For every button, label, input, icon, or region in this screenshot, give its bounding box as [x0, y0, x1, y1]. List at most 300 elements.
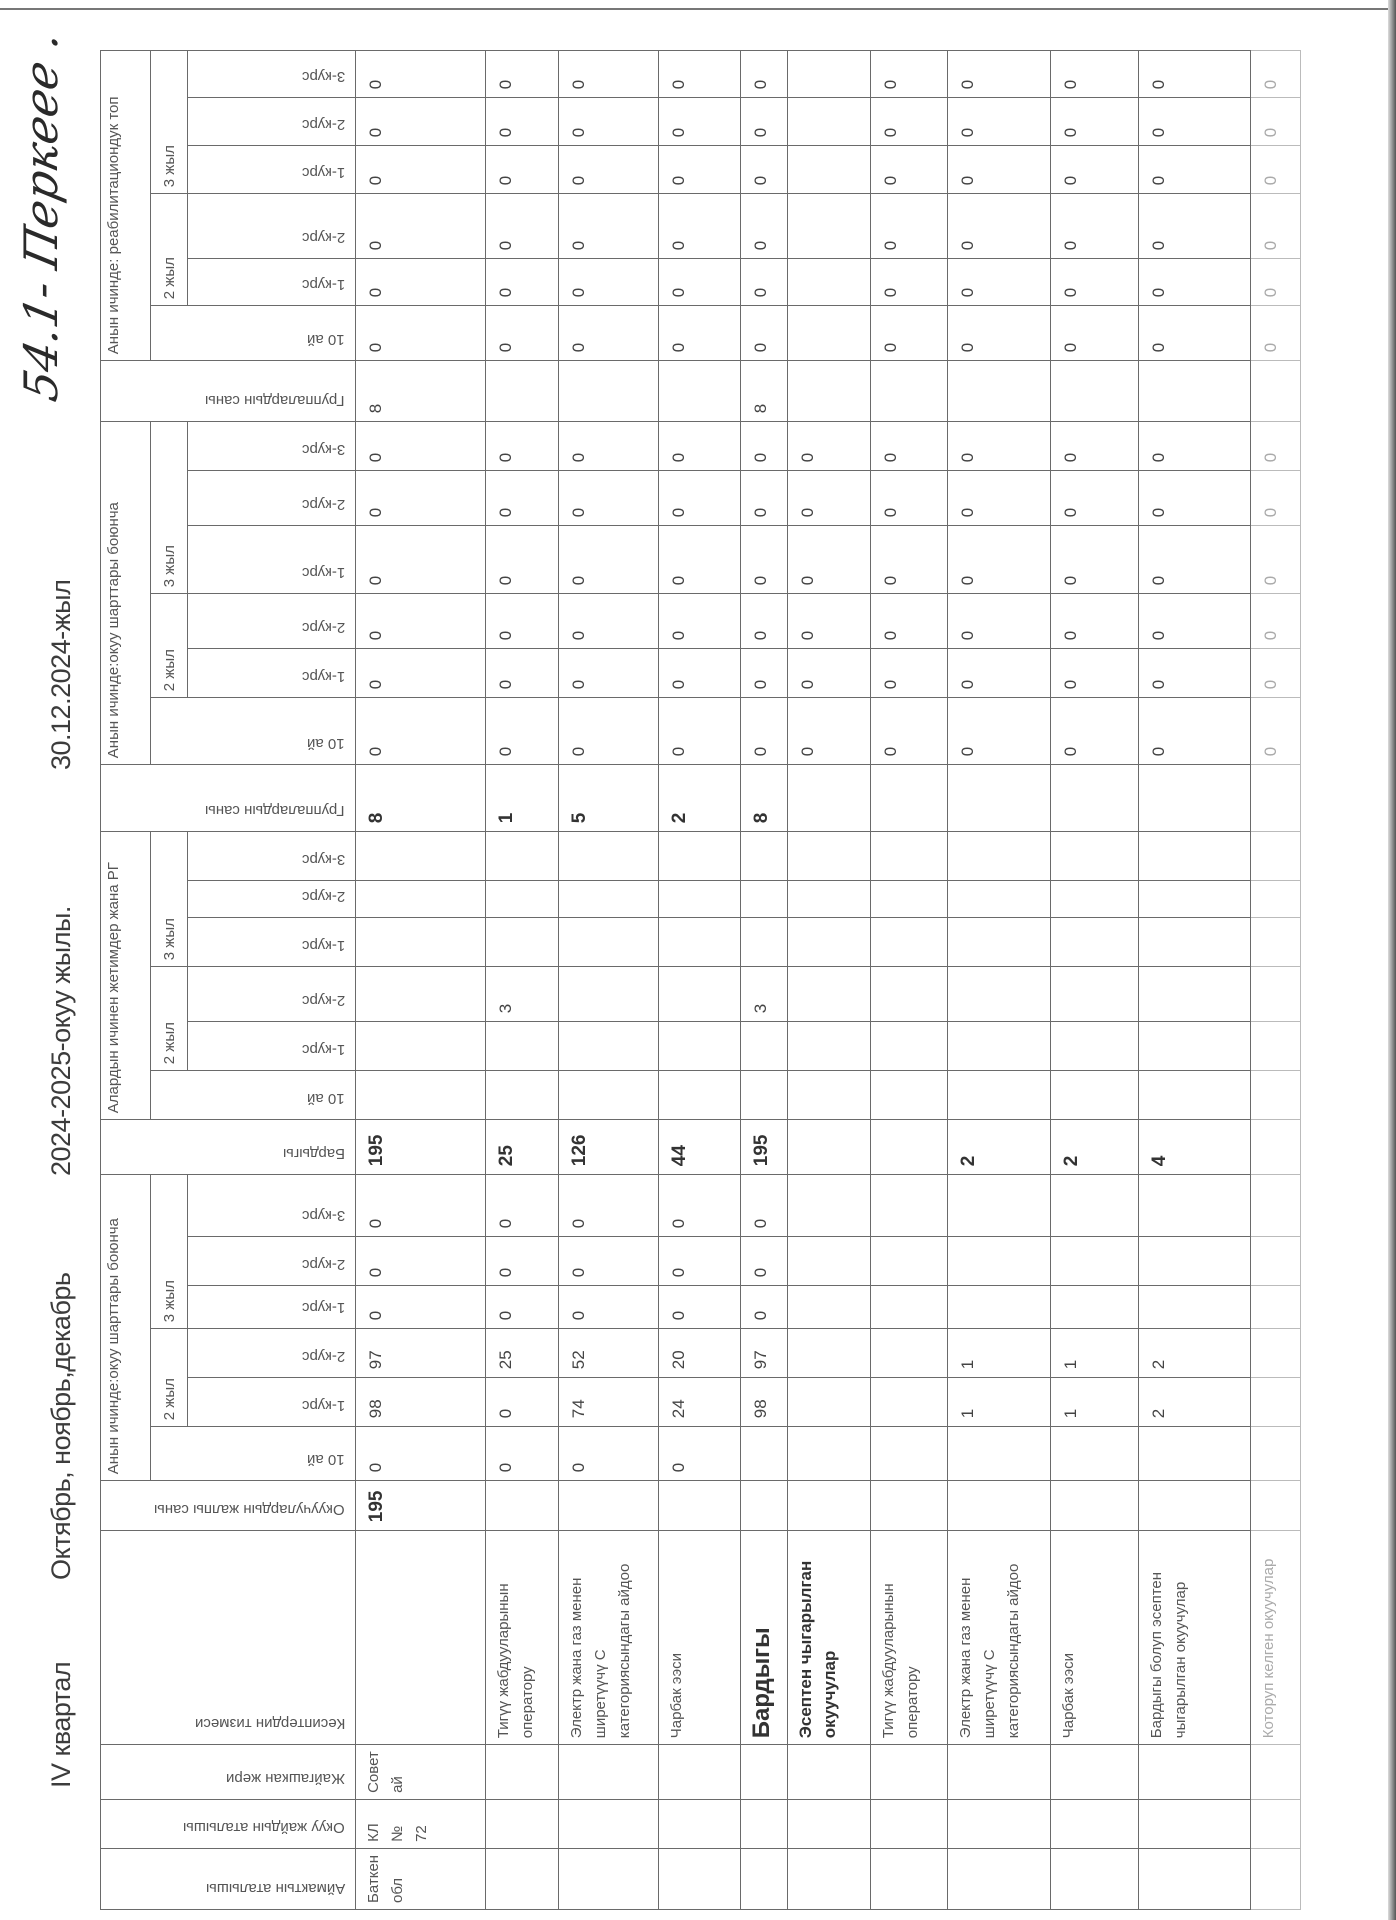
value-cell: 0	[741, 194, 788, 259]
value-cell: 0	[871, 146, 948, 194]
value-cell	[1251, 361, 1301, 422]
group-study-conditions-1: Анын ичинде:окуу шарттары боюнча	[101, 1175, 151, 1481]
value-cell	[486, 1481, 559, 1531]
value-cell: 0	[948, 471, 1051, 526]
value-cell: 0	[1139, 306, 1251, 361]
value-cell: 0	[788, 422, 871, 471]
value-cell: 0	[741, 259, 788, 306]
value-cell	[486, 361, 559, 422]
value-cell	[788, 1175, 871, 1237]
value-cell	[788, 146, 871, 194]
value-cell	[948, 361, 1051, 422]
value-cell: 0	[356, 259, 486, 306]
region-cell	[659, 1848, 741, 1909]
value-cell	[948, 881, 1051, 918]
header-row-1	[101, 51, 151, 1910]
institution-cell	[871, 1799, 948, 1848]
value-cell: 0	[486, 471, 559, 526]
value-cell: 0	[486, 98, 559, 146]
value-cell	[948, 918, 1051, 967]
value-cell: 3	[741, 967, 788, 1022]
col-course-2: 2-курс	[188, 98, 356, 146]
value-cell	[1051, 361, 1139, 422]
value-cell: 0	[486, 1427, 559, 1481]
col-course-1: 1-курс	[188, 1378, 356, 1427]
value-cell	[948, 1175, 1051, 1237]
value-cell	[486, 832, 559, 881]
value-cell	[1051, 832, 1139, 881]
region-cell	[741, 1848, 788, 1909]
value-cell: 0	[356, 1175, 486, 1237]
subgroup-two-years: 2 жыл	[151, 967, 188, 1071]
region-cell	[1251, 1848, 1301, 1909]
region-cell	[1051, 1848, 1139, 1909]
value-cell: 195	[356, 1481, 486, 1531]
value-cell: 126	[559, 1120, 659, 1175]
value-cell	[559, 1481, 659, 1531]
value-cell: 0	[659, 306, 741, 361]
value-cell	[741, 1071, 788, 1120]
group-rehabilitation: Анын ичинде: реабилитациондук топ	[101, 51, 151, 361]
value-cell	[1251, 832, 1301, 881]
value-cell: 0	[1139, 526, 1251, 594]
value-cell	[948, 1071, 1051, 1120]
value-cell: 0	[356, 98, 486, 146]
value-cell	[1251, 1120, 1301, 1175]
value-cell	[788, 1071, 871, 1120]
subgroup-two-years: 2 жыл	[151, 594, 188, 698]
col-location: Жайгашкан жери	[101, 1745, 356, 1800]
value-cell	[1139, 1427, 1251, 1481]
value-cell: 0	[559, 1427, 659, 1481]
value-cell: 25	[486, 1329, 559, 1378]
value-cell	[948, 1286, 1051, 1329]
value-cell	[871, 1120, 948, 1175]
table-row	[659, 51, 741, 1910]
value-cell	[659, 918, 741, 967]
profession-cell: Которуп келген окуучулар	[1251, 1531, 1301, 1745]
value-cell: 0	[741, 1237, 788, 1286]
value-cell: 0	[788, 698, 871, 765]
value-cell: 0	[788, 649, 871, 698]
value-cell: 0	[1139, 649, 1251, 698]
profession-cell: Электр жана газ менен ширетүүчү С категориясындагы айдоо	[948, 1531, 1051, 1745]
value-cell	[788, 306, 871, 361]
value-cell: 0	[486, 698, 559, 765]
value-cell: 0	[1139, 98, 1251, 146]
value-cell: 0	[871, 306, 948, 361]
location-cell	[486, 1745, 559, 1800]
value-cell	[1139, 1481, 1251, 1531]
value-cell: 0	[1139, 698, 1251, 765]
value-cell	[659, 1481, 741, 1531]
value-cell	[659, 361, 741, 422]
value-cell: 0	[659, 698, 741, 765]
value-cell	[788, 1022, 871, 1071]
value-cell	[871, 1329, 948, 1378]
subgroup-two-years: 2 жыл	[151, 1329, 188, 1427]
col-region: Аймактын аталышы	[101, 1848, 356, 1909]
table-row	[1139, 51, 1251, 1910]
subgroup-three-years: 3 жыл	[151, 832, 188, 967]
value-cell	[788, 1427, 871, 1481]
value-cell	[1251, 1022, 1301, 1071]
subgroup-two-years: 2 жыл	[151, 194, 188, 306]
value-cell	[788, 51, 871, 98]
value-cell	[871, 1071, 948, 1120]
value-cell	[1251, 765, 1301, 832]
value-cell: 0	[486, 422, 559, 471]
value-cell: 0	[559, 146, 659, 194]
value-cell: 0	[486, 1175, 559, 1237]
col-course-2: 2-курс	[188, 967, 356, 1022]
profession-cell: Чарбак ээси	[1051, 1531, 1139, 1745]
value-cell: 0	[559, 698, 659, 765]
value-cell	[948, 967, 1051, 1022]
value-cell	[948, 1022, 1051, 1071]
value-cell	[741, 1427, 788, 1481]
value-cell: 74	[559, 1378, 659, 1427]
table-row	[559, 51, 659, 1910]
value-cell	[486, 1071, 559, 1120]
value-cell: 0	[1051, 259, 1139, 306]
value-cell: 0	[356, 194, 486, 259]
col-total: Бардыгы	[101, 1120, 356, 1175]
value-cell: 0	[356, 1427, 486, 1481]
profession-cell	[356, 1531, 486, 1745]
value-cell	[788, 1329, 871, 1378]
value-cell	[1251, 1175, 1301, 1237]
value-cell: 0	[1139, 146, 1251, 194]
value-cell	[559, 1071, 659, 1120]
value-cell: 0	[948, 594, 1051, 649]
value-cell: 0	[741, 98, 788, 146]
value-cell	[871, 967, 948, 1022]
institution-cell	[788, 1799, 871, 1848]
value-cell	[1139, 1175, 1251, 1237]
profession-cell: Бардыгы	[741, 1531, 788, 1745]
value-cell: 0	[486, 1378, 559, 1427]
value-cell: 0	[1139, 422, 1251, 471]
value-cell	[1251, 1329, 1301, 1378]
subgroup-three-years: 3 жыл	[151, 51, 188, 194]
value-cell: 0	[1251, 194, 1301, 259]
col-groups-count-2: Группалардын саны	[101, 361, 356, 422]
handwritten-signature: 54.1- Перкеее .	[14, 26, 68, 406]
value-cell: 0	[948, 698, 1051, 765]
subgroup-three-years: 3 жыл	[151, 1175, 188, 1329]
region-cell	[1139, 1848, 1251, 1909]
value-cell: 0	[1251, 259, 1301, 306]
value-cell	[659, 967, 741, 1022]
col-professions: Кесиптердин тизмеси	[101, 1531, 356, 1745]
value-cell	[1051, 1175, 1139, 1237]
value-cell: 0	[356, 698, 486, 765]
value-cell: 0	[871, 51, 948, 98]
value-cell: 0	[356, 594, 486, 649]
col-course-2: 2-курс	[188, 881, 356, 918]
value-cell: 0	[356, 146, 486, 194]
location-cell: Совет ай	[356, 1745, 486, 1800]
col-course-1: 1-курс	[188, 649, 356, 698]
students-table	[100, 50, 1301, 1910]
value-cell	[1139, 832, 1251, 881]
value-cell: 0	[741, 471, 788, 526]
value-cell	[871, 1427, 948, 1481]
academic-year: 2024-2025-окуу жылы.	[46, 906, 76, 1176]
value-cell	[788, 1120, 871, 1175]
value-cell: 0	[871, 594, 948, 649]
value-cell	[948, 832, 1051, 881]
table-row	[871, 51, 948, 1910]
value-cell	[1251, 1237, 1301, 1286]
value-cell: 0	[1139, 51, 1251, 98]
col-course-1: 1-курс	[188, 259, 356, 306]
value-cell	[486, 881, 559, 918]
location-cell	[559, 1745, 659, 1800]
value-cell: 0	[356, 1237, 486, 1286]
value-cell	[659, 1071, 741, 1120]
col-total-students: Окуучулардын жалпы саны	[101, 1481, 356, 1531]
value-cell	[788, 1378, 871, 1427]
col-course-1: 1-курс	[188, 146, 356, 194]
value-cell: 195	[741, 1120, 788, 1175]
value-cell	[1251, 1481, 1301, 1531]
value-cell	[788, 967, 871, 1022]
value-cell: 25	[486, 1120, 559, 1175]
value-cell	[788, 765, 871, 832]
institution-cell	[486, 1799, 559, 1848]
value-cell: 0	[1251, 98, 1301, 146]
region-cell	[948, 1848, 1051, 1909]
value-cell: 52	[559, 1329, 659, 1378]
value-cell: 0	[486, 526, 559, 594]
value-cell: 0	[948, 526, 1051, 594]
value-cell	[356, 967, 486, 1022]
value-cell	[871, 918, 948, 967]
value-cell: 0	[1251, 649, 1301, 698]
value-cell: 97	[741, 1329, 788, 1378]
col-course-3: 3-курс	[188, 422, 356, 471]
value-cell	[741, 1481, 788, 1531]
institution-cell	[1139, 1799, 1251, 1848]
table-row	[948, 51, 1051, 1910]
value-cell: 97	[356, 1329, 486, 1378]
value-cell	[1139, 361, 1251, 422]
location-cell	[659, 1745, 741, 1800]
value-cell: 0	[486, 649, 559, 698]
profession-cell: Тигүү жабдууларынын оператору	[871, 1531, 948, 1745]
value-cell: 0	[948, 98, 1051, 146]
value-cell: 0	[948, 306, 1051, 361]
value-cell	[948, 1427, 1051, 1481]
value-cell	[788, 1237, 871, 1286]
value-cell	[948, 1481, 1051, 1531]
value-cell	[486, 1022, 559, 1071]
value-cell: 0	[1051, 526, 1139, 594]
value-cell: 1	[948, 1378, 1051, 1427]
value-cell	[741, 832, 788, 881]
value-cell	[1051, 967, 1139, 1022]
value-cell: 0	[871, 471, 948, 526]
value-cell: 0	[1139, 471, 1251, 526]
value-cell: 8	[741, 361, 788, 422]
value-cell: 0	[871, 649, 948, 698]
value-cell	[1251, 1286, 1301, 1329]
value-cell: 0	[559, 306, 659, 361]
value-cell	[948, 765, 1051, 832]
value-cell: 0	[1051, 471, 1139, 526]
value-cell: 0	[486, 594, 559, 649]
value-cell: 0	[741, 146, 788, 194]
value-cell: 0	[948, 649, 1051, 698]
value-cell	[659, 1022, 741, 1071]
col-ten-months: 10 ай	[151, 698, 356, 765]
value-cell	[1139, 765, 1251, 832]
col-course-2: 2-курс	[188, 471, 356, 526]
value-cell: 0	[871, 526, 948, 594]
institution-cell	[1051, 1799, 1139, 1848]
location-cell	[788, 1745, 871, 1800]
col-course-2: 2-курс	[188, 194, 356, 259]
value-cell	[788, 361, 871, 422]
value-cell	[788, 832, 871, 881]
value-cell: 0	[948, 51, 1051, 98]
value-cell	[659, 881, 741, 918]
value-cell: 0	[948, 146, 1051, 194]
table-row	[486, 51, 559, 1910]
value-cell	[871, 1378, 948, 1427]
value-cell: 0	[1251, 422, 1301, 471]
value-cell: 0	[741, 422, 788, 471]
value-cell: 0	[486, 194, 559, 259]
value-cell: 0	[659, 51, 741, 98]
value-cell: 0	[559, 194, 659, 259]
value-cell	[871, 1022, 948, 1071]
region-cell	[871, 1848, 948, 1909]
value-cell: 0	[788, 594, 871, 649]
table-row	[741, 51, 788, 1910]
value-cell: 0	[356, 471, 486, 526]
value-cell: 0	[871, 194, 948, 259]
value-cell: 0	[1251, 594, 1301, 649]
value-cell: 0	[1051, 698, 1139, 765]
value-cell: 0	[1051, 649, 1139, 698]
location-cell	[948, 1745, 1051, 1800]
value-cell: 0	[356, 1286, 486, 1329]
value-cell	[559, 832, 659, 881]
value-cell: 20	[659, 1329, 741, 1378]
value-cell: 1	[948, 1329, 1051, 1378]
col-course-3: 3-курс	[188, 1175, 356, 1237]
value-cell: 0	[871, 698, 948, 765]
col-ten-months: 10 ай	[151, 1427, 356, 1481]
value-cell: 0	[559, 1286, 659, 1329]
value-cell: 5	[559, 765, 659, 832]
value-cell	[1251, 881, 1301, 918]
value-cell: 0	[659, 526, 741, 594]
value-cell	[788, 881, 871, 918]
value-cell: 44	[659, 1120, 741, 1175]
col-course-3: 3-курс	[188, 832, 356, 881]
value-cell: 0	[871, 259, 948, 306]
value-cell: 0	[659, 422, 741, 471]
col-ten-months: 10 ай	[151, 1071, 356, 1120]
value-cell: 0	[559, 98, 659, 146]
value-cell	[1051, 1286, 1139, 1329]
value-cell: 0	[741, 1286, 788, 1329]
value-cell: 0	[559, 471, 659, 526]
value-cell	[1139, 1022, 1251, 1071]
value-cell: 3	[486, 967, 559, 1022]
col-groups-count-1: Группалардын саны	[101, 765, 356, 832]
value-cell: 0	[659, 1286, 741, 1329]
value-cell	[871, 881, 948, 918]
value-cell: 0	[486, 259, 559, 306]
value-cell	[356, 881, 486, 918]
value-cell	[1051, 881, 1139, 918]
col-course-2: 2-курс	[188, 1329, 356, 1378]
value-cell: 0	[741, 1175, 788, 1237]
value-cell: 0	[1139, 594, 1251, 649]
group-study-conditions-2: Анын ичинде:окуу шарттары боюнча	[101, 422, 151, 765]
value-cell: 0	[741, 306, 788, 361]
value-cell: 1	[486, 765, 559, 832]
value-cell: 0	[1251, 146, 1301, 194]
institution-cell	[559, 1799, 659, 1848]
value-cell: 0	[659, 594, 741, 649]
col-institution: Окуу жайдын аталышы	[101, 1799, 356, 1848]
value-cell: 8	[741, 765, 788, 832]
value-cell: 0	[486, 1237, 559, 1286]
region-cell	[559, 1848, 659, 1909]
value-cell	[871, 765, 948, 832]
value-cell: 0	[741, 526, 788, 594]
col-course-1: 1-курс	[188, 1022, 356, 1071]
value-cell	[1251, 1427, 1301, 1481]
value-cell: 0	[788, 526, 871, 594]
table-row	[788, 51, 871, 1910]
report-date: 30.12.2024-жыл	[46, 579, 76, 770]
value-cell: 0	[659, 1175, 741, 1237]
value-cell: 2	[948, 1120, 1051, 1175]
value-cell	[871, 1237, 948, 1286]
value-cell: 0	[659, 146, 741, 194]
location-cell	[741, 1745, 788, 1800]
value-cell	[1139, 1071, 1251, 1120]
value-cell	[1251, 1071, 1301, 1120]
value-cell	[741, 918, 788, 967]
col-course-1: 1-курс	[188, 918, 356, 967]
value-cell: 0	[659, 471, 741, 526]
location-cell	[1251, 1745, 1301, 1800]
value-cell: 0	[1251, 51, 1301, 98]
value-cell	[1251, 967, 1301, 1022]
value-cell: 0	[356, 526, 486, 594]
value-cell	[1139, 967, 1251, 1022]
value-cell	[559, 967, 659, 1022]
value-cell	[871, 832, 948, 881]
location-cell	[1139, 1745, 1251, 1800]
value-cell: 0	[486, 146, 559, 194]
value-cell	[788, 1481, 871, 1531]
col-ten-months: 10 ай	[151, 306, 356, 361]
value-cell: 0	[1051, 146, 1139, 194]
value-cell: 0	[788, 471, 871, 526]
value-cell: 1	[1051, 1329, 1139, 1378]
value-cell	[356, 918, 486, 967]
value-cell: 0	[741, 698, 788, 765]
